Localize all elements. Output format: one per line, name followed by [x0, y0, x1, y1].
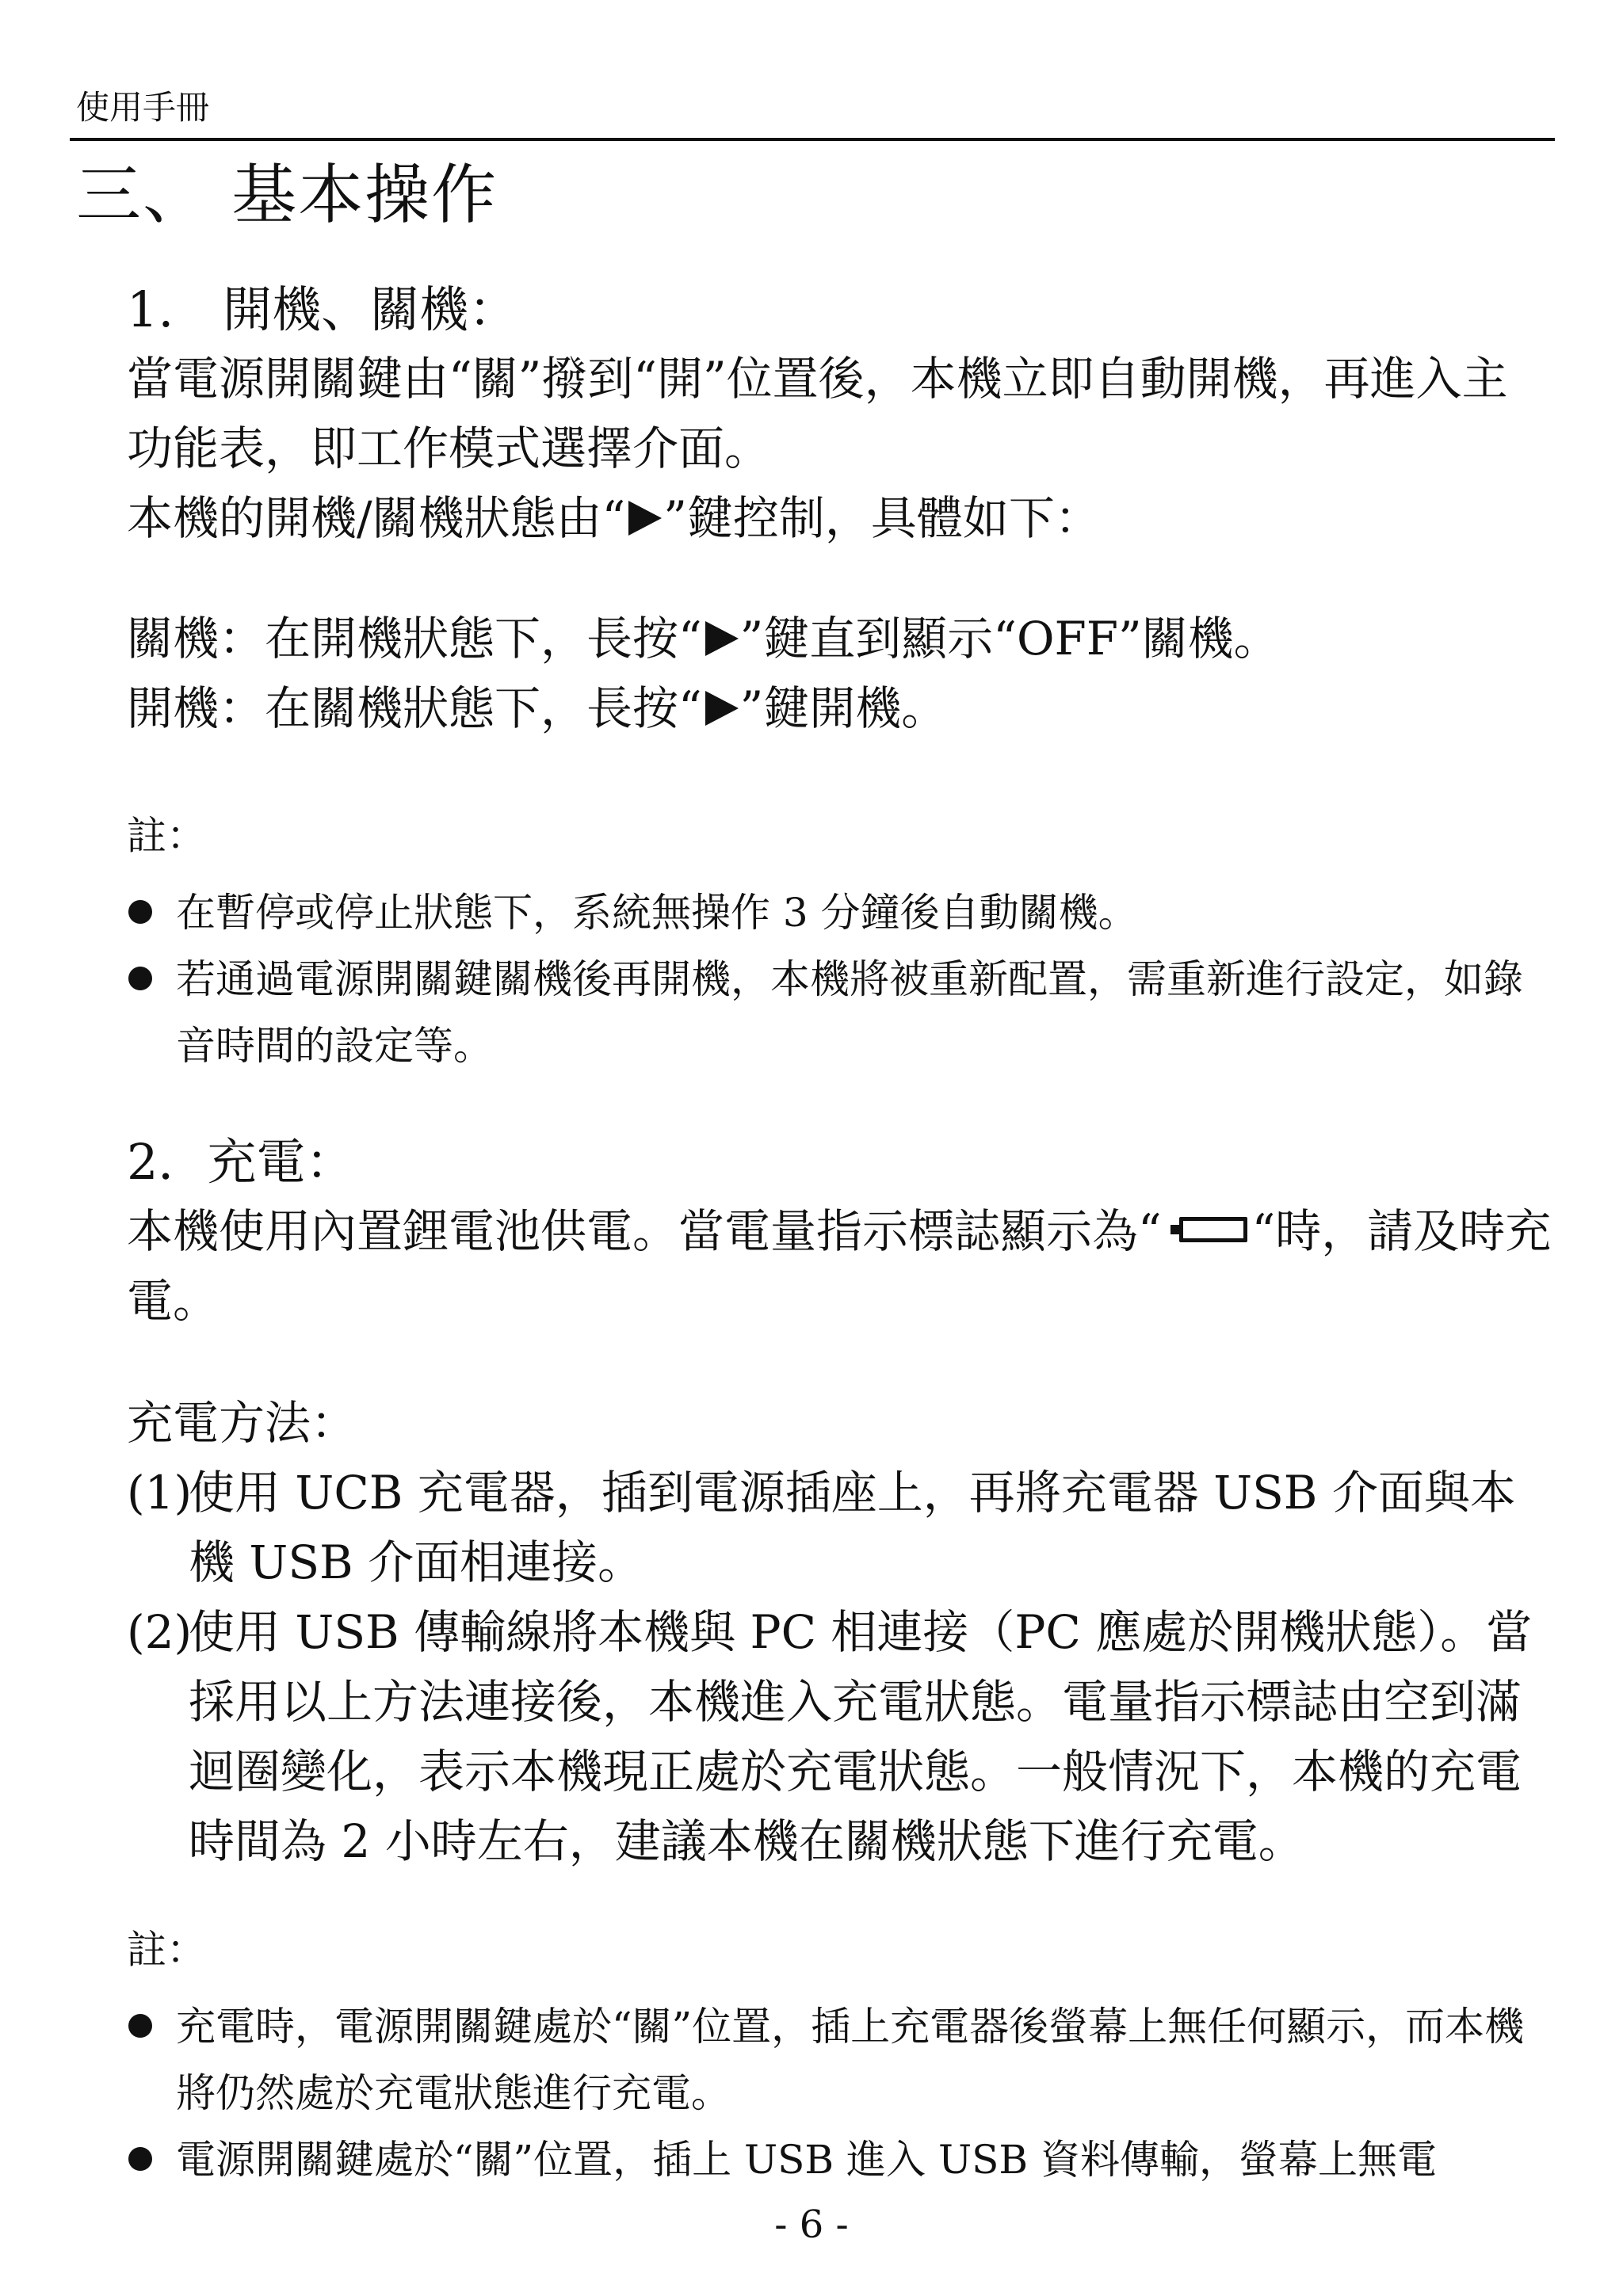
method-number: (1) [127, 1466, 193, 1520]
method-text: 使用 UCB 充電器，插到電源插座上，再將充電器 USB 介面與本機 USB 介面相連接。 [189, 1466, 1516, 1589]
method-text: 使用 USB 傳輸線將本機與 PC 相連接（PC 應處於開機狀態）。當採用以上方法連接後，本機進入充電狀態。電量指示標誌由空到滿迴圈變化，表示本機現正處於充電狀態。一般情況下，本機的充電時間為 2 小時左右，建議本機在關機狀態下進行充電。 [189, 1605, 1533, 1868]
power-on-text-before: 開機：在關機狀態下，長按“ [127, 681, 702, 735]
bullet-icon [128, 2147, 152, 2171]
charging-text-before: 本機使用內置鋰電池供電。當電量指示標誌顯示為“ [127, 1204, 1162, 1258]
note-item [127, 1993, 1553, 2126]
section-2-heading: 2．充電： [127, 1133, 355, 1191]
charging-method-item [127, 1458, 1553, 1597]
note-text: 在暫停或停止狀態下，系統無操作 3 分鐘後自動關機。 [176, 890, 1138, 936]
power-control-text-after: ”鍵控制，具體如下： [663, 491, 1101, 545]
page-number: - 6 - [774, 2203, 849, 2247]
section-2-notes [127, 1922, 1553, 2193]
bullet-icon [128, 900, 152, 924]
note-label: 註： [127, 1927, 206, 1973]
note-item [127, 946, 1553, 1079]
power-off-text-before: 關機：在開機狀態下，長按“ [127, 612, 702, 666]
section-1 [127, 276, 1553, 553]
charging-description [127, 1196, 1553, 1336]
header-rule [70, 138, 1555, 141]
note-text: 若通過電源開關鍵關機後再開機，本機將被重新配置，需重新進行設定，如錄音時間的設定等。 [176, 956, 1523, 1069]
note-text: 電源開關鍵處於“關”位置，插上 USB 進入 USB 資料傳輸，螢幕上無電 [176, 2137, 1437, 2183]
power-on-line [127, 673, 1553, 743]
section-2 [127, 1128, 1553, 1336]
method-number: (2) [127, 1605, 193, 1659]
note-text: 充電時，電源開關鍵處於“關”位置，插上充電器後螢幕上無任何顯示，而本機將仍然處於充電狀態進行充電。 [176, 2004, 1525, 2116]
power-on-text-after: ”鍵開機。 [739, 681, 948, 735]
charging-text-after: “時，請及時充電。 [127, 1204, 1552, 1328]
note-list [127, 1993, 1553, 2193]
note-list [127, 879, 1553, 1079]
section-1-heading: 1. 開機、關機： [127, 280, 518, 338]
empty-battery-icon [1179, 1217, 1247, 1242]
power-description: 當電源開關鍵由“關”撥到“開”位置後，本機立即自動開機，再進入主功能表，即工作模式選擇介面。 [127, 352, 1508, 475]
chapter-title: 三、 基本操作 [76, 158, 498, 233]
bullet-icon [128, 2014, 152, 2038]
play-icon [628, 501, 662, 536]
bullet-icon [128, 967, 152, 990]
note-item [127, 2126, 1553, 2193]
note-item [127, 879, 1553, 946]
header-label: 使用手冊 [76, 88, 210, 127]
play-icon [705, 621, 739, 656]
charging-methods [127, 1388, 1553, 1876]
power-control-text-before: 本機的開機/關機狀態由“ [127, 491, 626, 545]
power-off-line [127, 604, 1553, 673]
charging-method-label: 充電方法： [127, 1396, 357, 1450]
power-steps [127, 604, 1553, 743]
play-icon [705, 691, 739, 726]
power-control-line [127, 483, 1553, 553]
section-1-notes [127, 808, 1553, 1079]
power-off-text-after: ”鍵直到顯示“OFF”關機。 [739, 612, 1280, 666]
charging-method-item [127, 1597, 1553, 1876]
note-label: 註： [127, 813, 206, 859]
